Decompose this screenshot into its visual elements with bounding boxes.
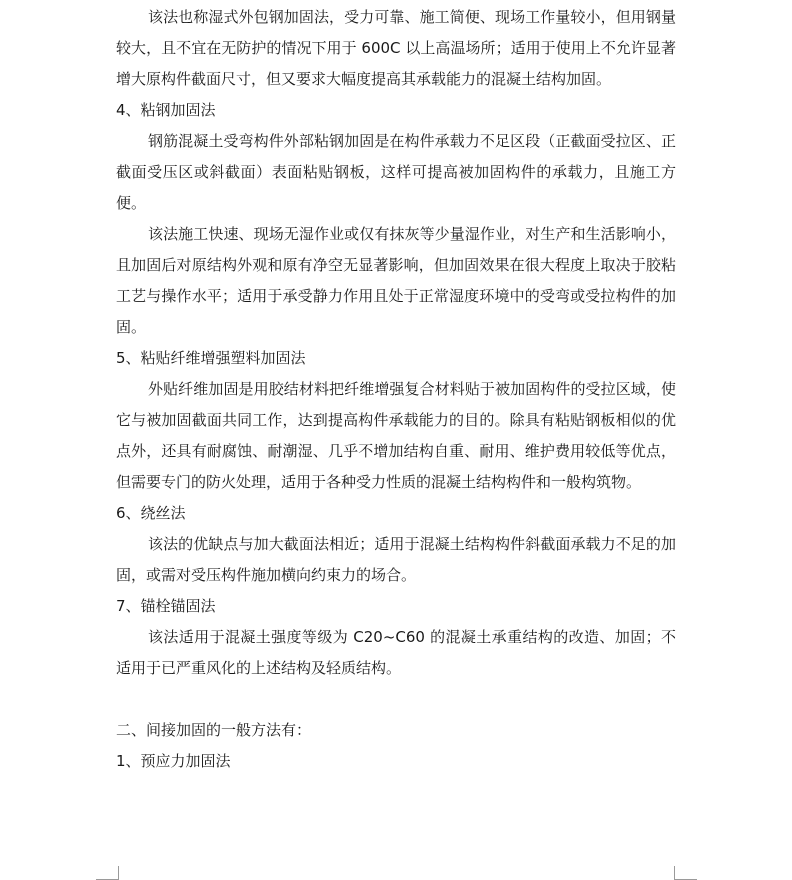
heading-prestress: 1、预应力加固法: [116, 752, 231, 770]
paragraph-wire-wrapping: 该法的优缺点与加大截面法相近；适用于混凝土结构构件斜截面承载力不足的加固，或需对受压构件施加横向约束力的场合。: [116, 535, 676, 584]
paragraph-frp-bonding: 外贴纤维加固是用胶结材料把纤维增强复合材料贴于被加固构件的受拉区域，使它与被加固截面共同工作，达到提高构件承载能力的目的。除具有粘贴钢板相似的优点外，还具有耐腐蚀、耐潮湿、几乎不增加结构自重、耐用、维护费用较低等优点，但需要专门的防火处理，适用于各种受力性质的混凝土结构构件和一般构筑物。: [116, 380, 676, 491]
heading-anchor-bolt: 7、锚栓锚固法: [116, 597, 216, 615]
page-corner-mark-right: [674, 866, 697, 880]
document-body: [116, 2, 676, 777]
paragraph-bonded-steel-advantages: 该法施工快速、现场无湿作业或仅有抹灰等少量湿作业，对生产和生活影响小，且加固后对原结构外观和原有净空无显著影响，但加固效果在很大程度上取决于胶粘工艺与操作水平；适用于承受静力作用且处于正常湿度环境中的受弯或受拉构件的加固。: [116, 225, 676, 336]
heading-indirect-methods: 二、间接加固的一般方法有：: [116, 721, 312, 739]
page-corner-mark-left: [96, 866, 119, 880]
blank-line: [116, 684, 676, 715]
heading-bonded-steel-plate: 4、粘钢加固法: [116, 101, 216, 119]
paragraph-wet-steel-jacketing: 该法也称湿式外包钢加固法，受力可靠、施工简便、现场工作量较小，但用钢量较大，且不宜在无防护的情况下用于 600C 以上高温场所；适用于使用上不允许显著增大原构件截面尺寸，但又要求大幅度提高其承载能力的混凝土结构加固。: [116, 8, 676, 88]
paragraph-bonded-steel-definition: 钢筋混凝土受弯构件外部粘钢加固是在构件承载力不足区段（正截面受拉区、正截面受压区或斜截面）表面粘贴钢板，这样可提高被加固构件的承载力，且施工方便。: [116, 132, 676, 212]
paragraph-anchor-bolt: 该法适用于混凝土强度等级为 C20~C60 的混凝土承重结构的改造、加固；不适用于已严重风化的上述结构及轻质结构。: [116, 628, 676, 677]
heading-wire-wrapping: 6、绕丝法: [116, 504, 186, 522]
heading-frp-bonding: 5、粘贴纤维增强塑料加固法: [116, 349, 306, 367]
